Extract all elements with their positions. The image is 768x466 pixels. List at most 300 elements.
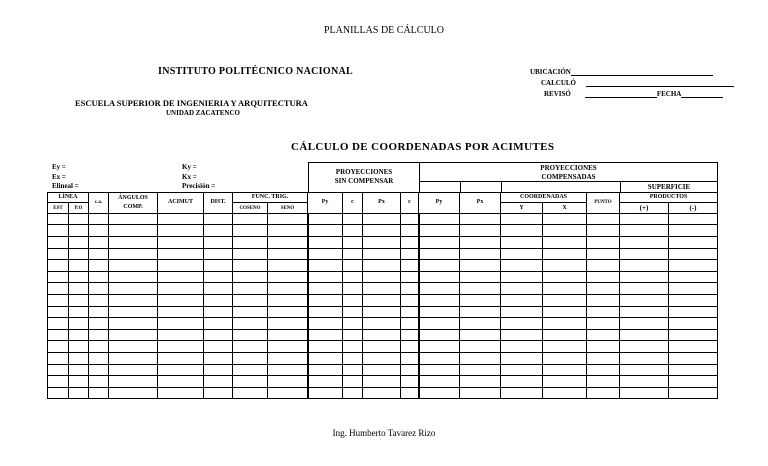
table-cell[interactable]	[233, 283, 268, 295]
table-cell[interactable]	[460, 213, 501, 225]
table-cell[interactable]	[109, 306, 158, 318]
table-cell[interactable]	[89, 341, 109, 353]
table-cell[interactable]	[419, 236, 460, 248]
table-cell[interactable]	[363, 283, 401, 295]
table-cell[interactable]	[419, 376, 460, 388]
table-cell[interactable]	[363, 213, 401, 225]
table-cell[interactable]	[268, 283, 308, 295]
table-cell[interactable]	[363, 271, 401, 283]
table-cell[interactable]	[204, 376, 233, 388]
table-cell[interactable]	[158, 341, 204, 353]
table-cell[interactable]	[69, 352, 89, 364]
table-cell[interactable]	[460, 260, 501, 272]
table-cell[interactable]	[587, 329, 620, 341]
table-cell[interactable]	[308, 248, 343, 260]
table-cell[interactable]	[419, 283, 460, 295]
table-cell[interactable]	[587, 364, 620, 376]
table-cell[interactable]	[69, 306, 89, 318]
table-cell[interactable]	[460, 329, 501, 341]
table-cell[interactable]	[308, 329, 343, 341]
table-cell[interactable]	[620, 387, 669, 399]
table-cell[interactable]	[363, 248, 401, 260]
table-cell[interactable]	[69, 318, 89, 330]
table-cell[interactable]	[89, 225, 109, 237]
table-cell[interactable]	[620, 364, 669, 376]
table-cell[interactable]	[460, 318, 501, 330]
table-cell[interactable]	[69, 329, 89, 341]
table-cell[interactable]	[48, 225, 69, 237]
table-cell[interactable]	[233, 364, 268, 376]
table-cell[interactable]	[343, 329, 363, 341]
table-cell[interactable]	[363, 387, 401, 399]
table-cell[interactable]	[401, 283, 419, 295]
table-cell[interactable]	[401, 248, 419, 260]
table-cell[interactable]	[669, 306, 718, 318]
table-cell[interactable]	[233, 225, 268, 237]
table-cell[interactable]	[501, 225, 543, 237]
table-cell[interactable]	[48, 248, 69, 260]
table-cell[interactable]	[460, 236, 501, 248]
table-cell[interactable]	[669, 260, 718, 272]
table-cell[interactable]	[419, 306, 460, 318]
table-cell[interactable]	[419, 352, 460, 364]
table-cell[interactable]	[204, 213, 233, 225]
table-cell[interactable]	[109, 341, 158, 353]
table-cell[interactable]	[69, 294, 89, 306]
table-cell[interactable]	[401, 271, 419, 283]
table-cell[interactable]	[69, 364, 89, 376]
table-cell[interactable]	[268, 271, 308, 283]
table-cell[interactable]	[501, 341, 543, 353]
table-cell[interactable]	[204, 271, 233, 283]
table-cell[interactable]	[204, 329, 233, 341]
table-cell[interactable]	[343, 376, 363, 388]
table-cell[interactable]	[543, 260, 587, 272]
table-cell[interactable]	[543, 306, 587, 318]
table-cell[interactable]	[109, 387, 158, 399]
table-cell[interactable]	[69, 376, 89, 388]
table-cell[interactable]	[669, 318, 718, 330]
table-cell[interactable]	[233, 376, 268, 388]
table-cell[interactable]	[233, 341, 268, 353]
table-cell[interactable]	[669, 387, 718, 399]
table-cell[interactable]	[543, 341, 587, 353]
table-cell[interactable]	[308, 283, 343, 295]
table-cell[interactable]	[48, 318, 69, 330]
table-cell[interactable]	[268, 376, 308, 388]
table-cell[interactable]	[233, 271, 268, 283]
table-cell[interactable]	[669, 225, 718, 237]
table-cell[interactable]	[48, 260, 69, 272]
table-cell[interactable]	[109, 236, 158, 248]
table-cell[interactable]	[268, 387, 308, 399]
table-cell[interactable]	[669, 364, 718, 376]
table-cell[interactable]	[268, 294, 308, 306]
table-cell[interactable]	[268, 225, 308, 237]
table-cell[interactable]	[501, 306, 543, 318]
table-cell[interactable]	[308, 225, 343, 237]
table-cell[interactable]	[587, 271, 620, 283]
table-cell[interactable]	[89, 352, 109, 364]
table-cell[interactable]	[48, 306, 69, 318]
table-cell[interactable]	[401, 387, 419, 399]
table-cell[interactable]	[343, 248, 363, 260]
table-cell[interactable]	[233, 294, 268, 306]
table-cell[interactable]	[669, 352, 718, 364]
table-cell[interactable]	[587, 318, 620, 330]
table-cell[interactable]	[587, 387, 620, 399]
table-cell[interactable]	[669, 376, 718, 388]
table-cell[interactable]	[109, 294, 158, 306]
table-cell[interactable]	[620, 225, 669, 237]
table-cell[interactable]	[343, 236, 363, 248]
table-cell[interactable]	[501, 352, 543, 364]
table-cell[interactable]	[109, 376, 158, 388]
table-cell[interactable]	[669, 213, 718, 225]
table-cell[interactable]	[343, 225, 363, 237]
table-cell[interactable]	[501, 329, 543, 341]
table-cell[interactable]	[501, 213, 543, 225]
table-cell[interactable]	[69, 271, 89, 283]
table-cell[interactable]	[460, 248, 501, 260]
table-cell[interactable]	[233, 260, 268, 272]
table-cell[interactable]	[501, 283, 543, 295]
table-cell[interactable]	[48, 294, 69, 306]
table-cell[interactable]	[89, 271, 109, 283]
table-cell[interactable]	[419, 341, 460, 353]
table-cell[interactable]	[308, 376, 343, 388]
table-cell[interactable]	[401, 225, 419, 237]
table-cell[interactable]	[109, 271, 158, 283]
table-cell[interactable]	[233, 306, 268, 318]
table-cell[interactable]	[89, 318, 109, 330]
table-cell[interactable]	[460, 376, 501, 388]
table-cell[interactable]	[343, 294, 363, 306]
table-cell[interactable]	[401, 329, 419, 341]
table-cell[interactable]	[363, 341, 401, 353]
table-cell[interactable]	[48, 283, 69, 295]
table-cell[interactable]	[158, 306, 204, 318]
table-cell[interactable]	[543, 387, 587, 399]
table-cell[interactable]	[543, 213, 587, 225]
table-cell[interactable]	[401, 236, 419, 248]
table-cell[interactable]	[501, 236, 543, 248]
table-cell[interactable]	[158, 376, 204, 388]
table-cell[interactable]	[620, 329, 669, 341]
table-cell[interactable]	[460, 294, 501, 306]
table-cell[interactable]	[620, 352, 669, 364]
table-cell[interactable]	[204, 283, 233, 295]
table-cell[interactable]	[669, 283, 718, 295]
table-cell[interactable]	[268, 329, 308, 341]
table-cell[interactable]	[669, 271, 718, 283]
table-cell[interactable]	[460, 387, 501, 399]
table-cell[interactable]	[48, 341, 69, 353]
table-cell[interactable]	[587, 225, 620, 237]
table-cell[interactable]	[69, 341, 89, 353]
table-cell[interactable]	[48, 236, 69, 248]
table-cell[interactable]	[158, 364, 204, 376]
table-cell[interactable]	[158, 248, 204, 260]
table-cell[interactable]	[460, 352, 501, 364]
table-cell[interactable]	[89, 306, 109, 318]
table-cell[interactable]	[268, 318, 308, 330]
table-cell[interactable]	[401, 318, 419, 330]
table-cell[interactable]	[669, 294, 718, 306]
table-cell[interactable]	[69, 225, 89, 237]
table-cell[interactable]	[233, 236, 268, 248]
table-cell[interactable]	[343, 341, 363, 353]
table-cell[interactable]	[620, 213, 669, 225]
table-cell[interactable]	[543, 329, 587, 341]
table-cell[interactable]	[89, 294, 109, 306]
table-cell[interactable]	[233, 352, 268, 364]
table-cell[interactable]	[268, 364, 308, 376]
table-cell[interactable]	[419, 260, 460, 272]
table-cell[interactable]	[308, 318, 343, 330]
table-cell[interactable]	[109, 213, 158, 225]
table-cell[interactable]	[89, 260, 109, 272]
table-cell[interactable]	[204, 248, 233, 260]
table-cell[interactable]	[89, 283, 109, 295]
table-cell[interactable]	[543, 283, 587, 295]
table-cell[interactable]	[620, 248, 669, 260]
table-cell[interactable]	[89, 213, 109, 225]
table-cell[interactable]	[204, 341, 233, 353]
table-cell[interactable]	[587, 236, 620, 248]
table-cell[interactable]	[48, 387, 69, 399]
table-cell[interactable]	[620, 283, 669, 295]
table-cell[interactable]	[620, 318, 669, 330]
table-cell[interactable]	[308, 387, 343, 399]
table-cell[interactable]	[158, 260, 204, 272]
table-cell[interactable]	[158, 283, 204, 295]
table-cell[interactable]	[204, 352, 233, 364]
table-cell[interactable]	[343, 318, 363, 330]
table-cell[interactable]	[401, 341, 419, 353]
table-cell[interactable]	[620, 294, 669, 306]
table-cell[interactable]	[204, 260, 233, 272]
table-cell[interactable]	[543, 318, 587, 330]
table-cell[interactable]	[587, 294, 620, 306]
table-cell[interactable]	[669, 341, 718, 353]
table-cell[interactable]	[308, 364, 343, 376]
table-cell[interactable]	[308, 341, 343, 353]
table-cell[interactable]	[587, 352, 620, 364]
table-cell[interactable]	[69, 236, 89, 248]
table-cell[interactable]	[268, 213, 308, 225]
table-cell[interactable]	[89, 376, 109, 388]
table-cell[interactable]	[69, 213, 89, 225]
table-cell[interactable]	[48, 376, 69, 388]
table-cell[interactable]	[343, 260, 363, 272]
table-cell[interactable]	[401, 294, 419, 306]
table-cell[interactable]	[363, 376, 401, 388]
table-cell[interactable]	[543, 364, 587, 376]
table-cell[interactable]	[419, 213, 460, 225]
table-cell[interactable]	[620, 236, 669, 248]
table-cell[interactable]	[543, 352, 587, 364]
table-cell[interactable]	[268, 352, 308, 364]
table-cell[interactable]	[543, 271, 587, 283]
table-cell[interactable]	[158, 318, 204, 330]
table-cell[interactable]	[419, 271, 460, 283]
table-cell[interactable]	[109, 260, 158, 272]
table-cell[interactable]	[89, 364, 109, 376]
table-cell[interactable]	[587, 341, 620, 353]
table-cell[interactable]	[620, 341, 669, 353]
table-cell[interactable]	[460, 283, 501, 295]
table-cell[interactable]	[587, 306, 620, 318]
table-cell[interactable]	[89, 387, 109, 399]
table-cell[interactable]	[419, 294, 460, 306]
table-cell[interactable]	[48, 271, 69, 283]
table-cell[interactable]	[587, 213, 620, 225]
table-cell[interactable]	[587, 248, 620, 260]
table-cell[interactable]	[343, 271, 363, 283]
table-cell[interactable]	[620, 260, 669, 272]
table-cell[interactable]	[587, 376, 620, 388]
table-cell[interactable]	[158, 236, 204, 248]
table-cell[interactable]	[401, 376, 419, 388]
table-cell[interactable]	[89, 248, 109, 260]
table-cell[interactable]	[233, 318, 268, 330]
table-cell[interactable]	[501, 376, 543, 388]
table-cell[interactable]	[268, 341, 308, 353]
table-cell[interactable]	[543, 248, 587, 260]
table-cell[interactable]	[401, 364, 419, 376]
table-cell[interactable]	[233, 213, 268, 225]
table-cell[interactable]	[268, 306, 308, 318]
table-cell[interactable]	[233, 387, 268, 399]
table-cell[interactable]	[460, 225, 501, 237]
table-cell[interactable]	[501, 248, 543, 260]
table-cell[interactable]	[204, 294, 233, 306]
table-cell[interactable]	[204, 306, 233, 318]
table-cell[interactable]	[363, 225, 401, 237]
table-cell[interactable]	[419, 329, 460, 341]
table-cell[interactable]	[158, 329, 204, 341]
table-cell[interactable]	[268, 236, 308, 248]
table-cell[interactable]	[48, 352, 69, 364]
table-cell[interactable]	[308, 213, 343, 225]
table-cell[interactable]	[233, 248, 268, 260]
table-cell[interactable]	[501, 387, 543, 399]
table-cell[interactable]	[363, 306, 401, 318]
table-cell[interactable]	[363, 294, 401, 306]
table-cell[interactable]	[308, 271, 343, 283]
table-cell[interactable]	[158, 225, 204, 237]
table-cell[interactable]	[48, 364, 69, 376]
table-cell[interactable]	[543, 225, 587, 237]
table-cell[interactable]	[363, 236, 401, 248]
table-cell[interactable]	[109, 364, 158, 376]
table-cell[interactable]	[308, 260, 343, 272]
table-cell[interactable]	[419, 225, 460, 237]
table-cell[interactable]	[158, 213, 204, 225]
table-cell[interactable]	[401, 213, 419, 225]
table-cell[interactable]	[268, 248, 308, 260]
table-cell[interactable]	[401, 306, 419, 318]
table-cell[interactable]	[158, 387, 204, 399]
table-cell[interactable]	[543, 376, 587, 388]
table-cell[interactable]	[343, 364, 363, 376]
table-cell[interactable]	[69, 387, 89, 399]
table-cell[interactable]	[543, 294, 587, 306]
table-cell[interactable]	[587, 283, 620, 295]
table-cell[interactable]	[587, 260, 620, 272]
table-cell[interactable]	[501, 294, 543, 306]
table-cell[interactable]	[109, 225, 158, 237]
table-cell[interactable]	[158, 294, 204, 306]
table-cell[interactable]	[363, 352, 401, 364]
table-cell[interactable]	[363, 364, 401, 376]
table-cell[interactable]	[460, 306, 501, 318]
table-cell[interactable]	[363, 260, 401, 272]
table-cell[interactable]	[363, 329, 401, 341]
table-cell[interactable]	[69, 283, 89, 295]
table-cell[interactable]	[419, 318, 460, 330]
table-cell[interactable]	[89, 236, 109, 248]
table-cell[interactable]	[308, 294, 343, 306]
table-cell[interactable]	[158, 352, 204, 364]
table-cell[interactable]	[343, 352, 363, 364]
table-cell[interactable]	[343, 306, 363, 318]
table-cell[interactable]	[419, 248, 460, 260]
table-cell[interactable]	[343, 213, 363, 225]
table-cell[interactable]	[669, 329, 718, 341]
table-cell[interactable]	[620, 306, 669, 318]
table-cell[interactable]	[308, 352, 343, 364]
table-cell[interactable]	[204, 364, 233, 376]
table-cell[interactable]	[363, 318, 401, 330]
table-cell[interactable]	[501, 364, 543, 376]
table-cell[interactable]	[419, 364, 460, 376]
table-cell[interactable]	[204, 225, 233, 237]
table-cell[interactable]	[401, 260, 419, 272]
table-cell[interactable]	[89, 329, 109, 341]
table-cell[interactable]	[401, 352, 419, 364]
table-cell[interactable]	[419, 387, 460, 399]
table-cell[interactable]	[343, 387, 363, 399]
table-cell[interactable]	[620, 271, 669, 283]
table-cell[interactable]	[669, 236, 718, 248]
table-cell[interactable]	[109, 318, 158, 330]
table-cell[interactable]	[460, 271, 501, 283]
table-cell[interactable]	[460, 364, 501, 376]
table-cell[interactable]	[204, 236, 233, 248]
table-cell[interactable]	[109, 248, 158, 260]
table-cell[interactable]	[308, 236, 343, 248]
table-cell[interactable]	[48, 213, 69, 225]
table-cell[interactable]	[308, 306, 343, 318]
table-cell[interactable]	[669, 248, 718, 260]
table-cell[interactable]	[109, 329, 158, 341]
table-cell[interactable]	[268, 260, 308, 272]
table-cell[interactable]	[620, 376, 669, 388]
table-cell[interactable]	[501, 260, 543, 272]
table-cell[interactable]	[460, 341, 501, 353]
table-cell[interactable]	[204, 387, 233, 399]
table-cell[interactable]	[69, 260, 89, 272]
table-cell[interactable]	[109, 283, 158, 295]
table-cell[interactable]	[69, 248, 89, 260]
table-cell[interactable]	[109, 352, 158, 364]
table-cell[interactable]	[343, 283, 363, 295]
table-cell[interactable]	[233, 329, 268, 341]
table-cell[interactable]	[501, 318, 543, 330]
table-cell[interactable]	[158, 271, 204, 283]
